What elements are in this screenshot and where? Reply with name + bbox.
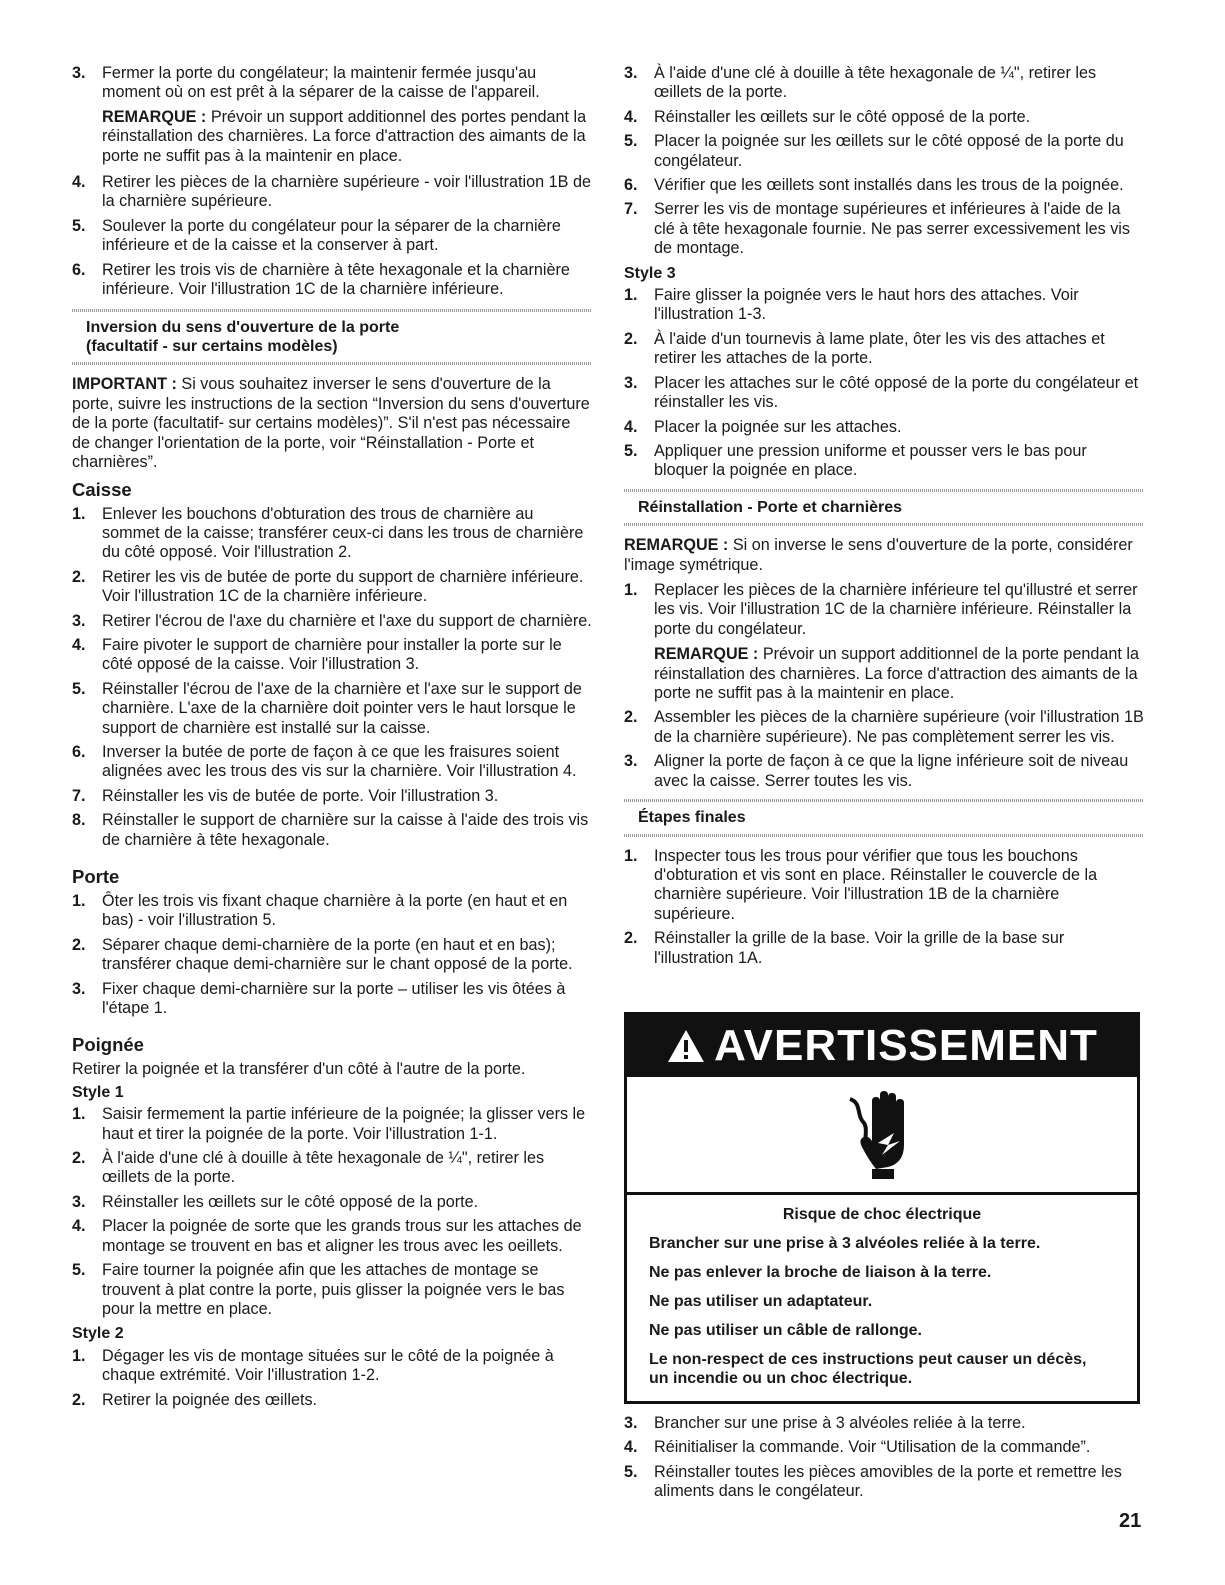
page-number: 21 bbox=[1119, 1510, 1142, 1532]
poignee-intro: Retirer la poignée et la transférer d'un côté à l'autre de la porte. bbox=[72, 1060, 526, 1079]
list-item bbox=[72, 680, 592, 738]
note-label: REMARQUE : bbox=[654, 645, 759, 664]
list-item bbox=[72, 1105, 592, 1144]
step-number: 3. bbox=[72, 611, 86, 630]
section-title-caisse: Caisse bbox=[72, 478, 132, 500]
final-steps-block bbox=[624, 1414, 1144, 1507]
step-text: Retirer les trois vis de charnière à tête hexagonale et la charnière inférieure. Voir l'illustration 1C de la charnière inférieure. bbox=[102, 260, 570, 299]
step-text: Placer la poignée sur les œillets sur le côté opposé de la porte du congélateur. bbox=[654, 132, 1124, 170]
step-number: 1. bbox=[624, 846, 638, 865]
list-item bbox=[624, 132, 1144, 171]
step-text: Réinstaller toutes les pièces amovibles de la porte et remettre les aliments dans le congélateur. bbox=[654, 1462, 1122, 1501]
list-item bbox=[72, 1347, 592, 1386]
step-number: 2. bbox=[72, 567, 86, 586]
list-item bbox=[624, 1438, 1144, 1457]
step-text: Placer la poignée de sorte que les grands trous sur les attaches de montage se trouvent en bas et aligner les trous avec les oeillets. bbox=[102, 1217, 582, 1255]
step-text: Ôter les trois vis fixant chaque charnière à la porte (en haut et en bas) - voir l'illustration 5. bbox=[102, 892, 568, 930]
heading-line: (facultatif - sur certains modèles) bbox=[86, 337, 338, 355]
warning-line: Brancher sur une prise à 3 alvéoles reliée à la terre. bbox=[649, 1235, 1041, 1252]
step-text: Fixer chaque demi-charnière sur la porte – utiliser les vis ôtées à l'étape 1. bbox=[102, 979, 566, 1018]
step-number: 5. bbox=[624, 1462, 638, 1481]
step-text: Placer la poignée sur les attaches. bbox=[654, 417, 902, 436]
list-item bbox=[72, 636, 592, 675]
step-text: Inverser la butée de porte de façon à ce que les fraisures soient alignées avec les trous des vis sur la charnière. Voir l'illustration 4. bbox=[102, 742, 577, 781]
step-text: Réinstaller le support de charnière sur la caisse à l'aide des trois vis de charnière à tête hexagonale. bbox=[102, 811, 589, 849]
step-text: À l'aide d'un tournevis à lame plate, ôter les vis des attaches et retirer les attaches de la porte. bbox=[654, 329, 1105, 368]
section-heading-etapes: Étapes finales bbox=[638, 809, 746, 827]
note-text: Prévoir un support additionnel de la porte pendant la réinstallation des charnières. La force d'attraction des aimants de la porte ne suffit pas à la maintenir en place. bbox=[654, 645, 1139, 703]
step-number: 4. bbox=[72, 173, 86, 192]
list-item bbox=[72, 64, 592, 103]
warning-box bbox=[624, 1012, 1140, 1404]
step-number: 5. bbox=[72, 1261, 86, 1280]
step-number: 5. bbox=[624, 441, 638, 460]
warning-banner bbox=[627, 1015, 1137, 1077]
warning-consequence: Le non-respect de ces instructions peut causer un décès, un incendie ou un choc électrique. bbox=[649, 1351, 1087, 1387]
note-text: Prévoir un support additionnel des portes pendant la réinstallation des charnières. La force d'attraction des aimants de la porte ne suffit pas à la maintenir en place. bbox=[102, 107, 587, 165]
intro-steps bbox=[72, 64, 592, 103]
etapes-steps bbox=[624, 847, 1144, 968]
step-number: 2. bbox=[624, 708, 638, 727]
right-column bbox=[624, 64, 1144, 973]
subsection-title-style1: Style 1 bbox=[72, 1083, 124, 1101]
section-title-porte: Porte bbox=[72, 866, 120, 887]
step-text: Retirer les pièces de la charnière supérieure - voir l'illustration 1B de la charnière supérieure. bbox=[102, 173, 591, 211]
step-number: 6. bbox=[624, 176, 638, 195]
step-number: 1. bbox=[72, 1105, 86, 1124]
step-text: Retirer la poignée des œillets. bbox=[102, 1390, 318, 1409]
list-item bbox=[624, 752, 1144, 791]
step-number: 1. bbox=[624, 286, 638, 305]
step-number: 5. bbox=[72, 679, 86, 698]
list-item bbox=[624, 442, 1144, 481]
step-text: Réinitialiser la commande. Voir “Utilisation de la commande”. bbox=[654, 1438, 1091, 1457]
step-text: À l'aide d'une clé à douille à tête hexagonale de ¼", retirer les œillets de la porte. bbox=[102, 1149, 545, 1187]
list-item bbox=[72, 217, 592, 256]
step-number: 1. bbox=[72, 892, 86, 910]
reinstall-steps bbox=[624, 581, 1144, 791]
list-item bbox=[72, 568, 592, 607]
section-heading-reinstallation: Réinstallation - Porte et charnières bbox=[638, 498, 903, 516]
step-text: Retirer l'écrou de l'axe du charnière et l'axe du support de charnière. bbox=[102, 611, 592, 630]
important-text: Si vous souhaitez inverser le sens d'ouverture de la porte, suivre les instructions de la section “Inversion du sens d'ouverture de la porte (facultatif- sur certains modèles)”. S'il n'est pas nécessaire de changer l'orientation de la porte, voir “Réinstallation - Porte et charnières”. bbox=[72, 375, 590, 472]
list-item bbox=[72, 505, 592, 563]
step-text: Faire pivoter le support de charnière pour installer la porte sur le côté opposé de la caisse. Voir l'illustration 3. bbox=[102, 635, 562, 674]
step-number: 3. bbox=[72, 64, 86, 82]
porte-steps bbox=[72, 892, 592, 1018]
left-column bbox=[72, 64, 592, 1415]
step-text: Réinstaller l'écrou de l'axe de la charnière et l'axe sur le support de charnière. L'axe de la charnière doit pointer vers le haut lorsque le support de charnière est installé sur la caisse. bbox=[102, 679, 582, 737]
step-number: 3. bbox=[72, 1192, 86, 1211]
list-item bbox=[72, 612, 592, 631]
step-number: 1. bbox=[72, 1346, 86, 1365]
warning-heading: Risque de choc électrique bbox=[782, 1206, 982, 1223]
caisse-steps bbox=[72, 505, 592, 851]
list-item bbox=[624, 847, 1144, 925]
list-item bbox=[624, 581, 1144, 703]
step-number: 1. bbox=[624, 581, 638, 600]
list-item bbox=[72, 261, 592, 300]
style2-steps bbox=[72, 1347, 592, 1410]
step-text: Aligner la porte de façon à ce que la ligne inférieure soit de niveau avec la caisse. Serrer toutes les vis. bbox=[654, 752, 1129, 790]
list-item bbox=[624, 1463, 1144, 1502]
step-number: 2. bbox=[72, 935, 86, 954]
warning-line: Ne pas enlever la broche de liaison à la terre. bbox=[649, 1264, 992, 1281]
step-text: Réinstaller les œillets sur le côté opposé de la porte. bbox=[102, 1192, 479, 1211]
list-item bbox=[624, 200, 1144, 258]
list-item bbox=[72, 811, 592, 850]
step-text: Réinstaller la grille de la base. Voir la grille de la base sur l'illustration 1A. bbox=[654, 929, 1065, 967]
warning-text bbox=[627, 1195, 1137, 1388]
step-text: Appliquer une pression uniforme et pousser vers le bas pour bloquer la poignée en place. bbox=[654, 441, 1087, 480]
step-number: 6. bbox=[72, 742, 86, 761]
style2-steps-continued bbox=[624, 64, 1144, 259]
list-item bbox=[72, 892, 592, 931]
subsection-title-style2: Style 2 bbox=[72, 1325, 124, 1343]
list-item bbox=[72, 1217, 592, 1256]
step-text: Dégager les vis de montage situées sur le côté de la poignée à chaque extrémité. Voir l'illustration 1-2. bbox=[102, 1346, 554, 1385]
step-number: 2. bbox=[72, 1390, 86, 1409]
section-divider bbox=[72, 362, 592, 365]
list-item bbox=[72, 936, 592, 975]
heading-line: Inversion du sens d'ouverture de la porte bbox=[86, 319, 400, 337]
list-item bbox=[624, 1414, 1144, 1433]
note-label: REMARQUE : bbox=[624, 536, 729, 555]
note-paragraph bbox=[72, 108, 592, 166]
reinstall-note bbox=[624, 536, 1144, 575]
step-text: Retirer les vis de butée de porte du support de charnière inférieure. Voir l'illustration 1C de la charnière inférieure. bbox=[102, 567, 584, 606]
step-text: Réinstaller les œillets sur le côté opposé de la porte. bbox=[654, 107, 1031, 126]
step-number: 3. bbox=[624, 1414, 638, 1432]
warning-line: Ne pas utiliser un câble de rallonge. bbox=[649, 1322, 922, 1339]
step-number: 4. bbox=[624, 1438, 638, 1457]
step-number: 3. bbox=[624, 373, 638, 392]
step-number: 3. bbox=[624, 64, 638, 82]
step-number: 8. bbox=[72, 811, 86, 830]
list-item bbox=[624, 330, 1144, 369]
step-text: Placer les attaches sur le côté opposé de la porte du congélateur et réinstaller les vis. bbox=[654, 373, 1139, 412]
step-number: 5. bbox=[72, 216, 86, 235]
step-number: 4. bbox=[72, 1217, 86, 1236]
list-item bbox=[624, 374, 1144, 413]
step-number: 2. bbox=[72, 1149, 86, 1168]
warning-line: Ne pas utiliser un adaptateur. bbox=[649, 1293, 873, 1310]
list-item bbox=[72, 1193, 592, 1212]
style3-steps bbox=[624, 286, 1144, 481]
list-item bbox=[72, 980, 592, 1019]
section-title-poignee: Poignée bbox=[72, 1034, 144, 1056]
step-number: 3. bbox=[624, 752, 638, 771]
step-text: Saisir fermement la partie inférieure de la poignée; la glisser vers le haut et tirer la poignée de la porte. Voir l'illustration 1-1. bbox=[102, 1105, 586, 1143]
important-label: IMPORTANT : bbox=[72, 375, 177, 394]
intro-steps-continued bbox=[72, 173, 592, 299]
note-text: Si on inverse le sens d'ouverture de la porte, considérer l'image symétrique. bbox=[624, 536, 1133, 574]
list-item bbox=[624, 64, 1144, 103]
step-text: Soulever la porte du congélateur pour la séparer de la charnière inférieure et de la caisse et la conserver à part. bbox=[102, 216, 561, 255]
step-text: Réinstaller les vis de butée de porte. Voir l'illustration 3. bbox=[102, 786, 499, 805]
step-text: À l'aide d'une clé à douille à tête hexagonale de ¼", retirer les œillets de la porte. bbox=[654, 64, 1097, 102]
step-text: Brancher sur une prise à 3 alvéoles reliée à la terre. bbox=[654, 1414, 1026, 1432]
warning-title: AVERTISSEMENT bbox=[714, 1021, 1098, 1071]
list-item bbox=[624, 286, 1144, 325]
step-number: 4. bbox=[624, 417, 638, 436]
section-heading-inversion bbox=[72, 312, 592, 362]
list-item bbox=[72, 1391, 592, 1410]
inner-note bbox=[654, 645, 1144, 703]
list-item bbox=[624, 708, 1144, 747]
section-divider bbox=[624, 834, 1144, 837]
step-text: Replacer les pièces de la charnière inférieure tel qu'illustré et serrer les vis. Voir l'illustration 1C de la charnière inférieure. Réinstaller la porte du congélateur. bbox=[654, 581, 1138, 638]
list-item bbox=[72, 1149, 592, 1188]
step-text: Serrer les vis de montage supérieures et inférieures à l'aide de la clé à tête hexagonale fournie. Ne pas serrer excessivement les vis de montage. bbox=[654, 200, 1130, 258]
step-text: Faire tourner la poignée afin que les attaches de montage se trouvent à plat contre la porte, puis glisser la poignée vers le bas pour la mettre en place. bbox=[102, 1261, 565, 1318]
step-text: Séparer chaque demi-charnière de la porte (en haut et en bas); transférer chaque demi-charnière sur le chant opposé de la porte. bbox=[102, 935, 573, 974]
important-paragraph bbox=[72, 375, 592, 472]
step-text: Inspecter tous les trous pour vérifier que tous les bouchons d'obturation et vis sont en place. Réinstaller le couvercle de la charnière supérieure. Voir l'illustration 1B de la charnière supérieure. bbox=[654, 846, 1098, 923]
list-item bbox=[72, 173, 592, 212]
style1-steps bbox=[72, 1105, 592, 1319]
step-number: 5. bbox=[624, 132, 638, 151]
step-number: 2. bbox=[624, 929, 638, 948]
step-number: 2. bbox=[624, 329, 638, 348]
list-item bbox=[72, 787, 592, 806]
step-text: Fermer la porte du congélateur; la maintenir fermée jusqu'au moment où on est prêt à la séparer de la caisse de l'appareil. bbox=[102, 64, 540, 102]
step-number: 1. bbox=[72, 504, 86, 523]
final-steps bbox=[624, 1414, 1144, 1502]
section-divider bbox=[624, 523, 1144, 526]
note-label: REMARQUE : bbox=[102, 107, 207, 126]
list-item bbox=[72, 1261, 592, 1319]
list-item bbox=[624, 108, 1144, 127]
step-number: 7. bbox=[72, 786, 86, 805]
step-number: 7. bbox=[624, 200, 638, 219]
list-item bbox=[624, 929, 1144, 968]
step-number: 3. bbox=[72, 979, 86, 998]
step-text: Assembler les pièces de la charnière supérieure (voir l'illustration 1B de la charnière supérieure). Ne pas complètement serrer les vis. bbox=[654, 708, 1144, 746]
subsection-title-style3: Style 3 bbox=[624, 264, 676, 282]
list-item bbox=[624, 418, 1144, 437]
step-number: 6. bbox=[72, 260, 86, 279]
list-item bbox=[624, 176, 1144, 195]
step-text: Vérifier que les œillets sont installés dans les trous de la poignée. bbox=[654, 176, 1124, 195]
list-item bbox=[72, 743, 592, 782]
warning-triangle-icon bbox=[666, 1028, 706, 1064]
step-number: 4. bbox=[624, 107, 638, 126]
step-number: 4. bbox=[72, 635, 86, 654]
step-text: Faire glisser la poignée vers le haut hors des attaches. Voir l'illustration 1-3. bbox=[654, 286, 1079, 324]
step-text: Enlever les bouchons d'obturation des trous de charnière au sommet de la caisse; transférer ceux-ci dans les trous de charnière du côté opposé. Voir l'illustration 2. bbox=[102, 504, 584, 562]
electric-shock-icon bbox=[627, 1077, 1137, 1195]
